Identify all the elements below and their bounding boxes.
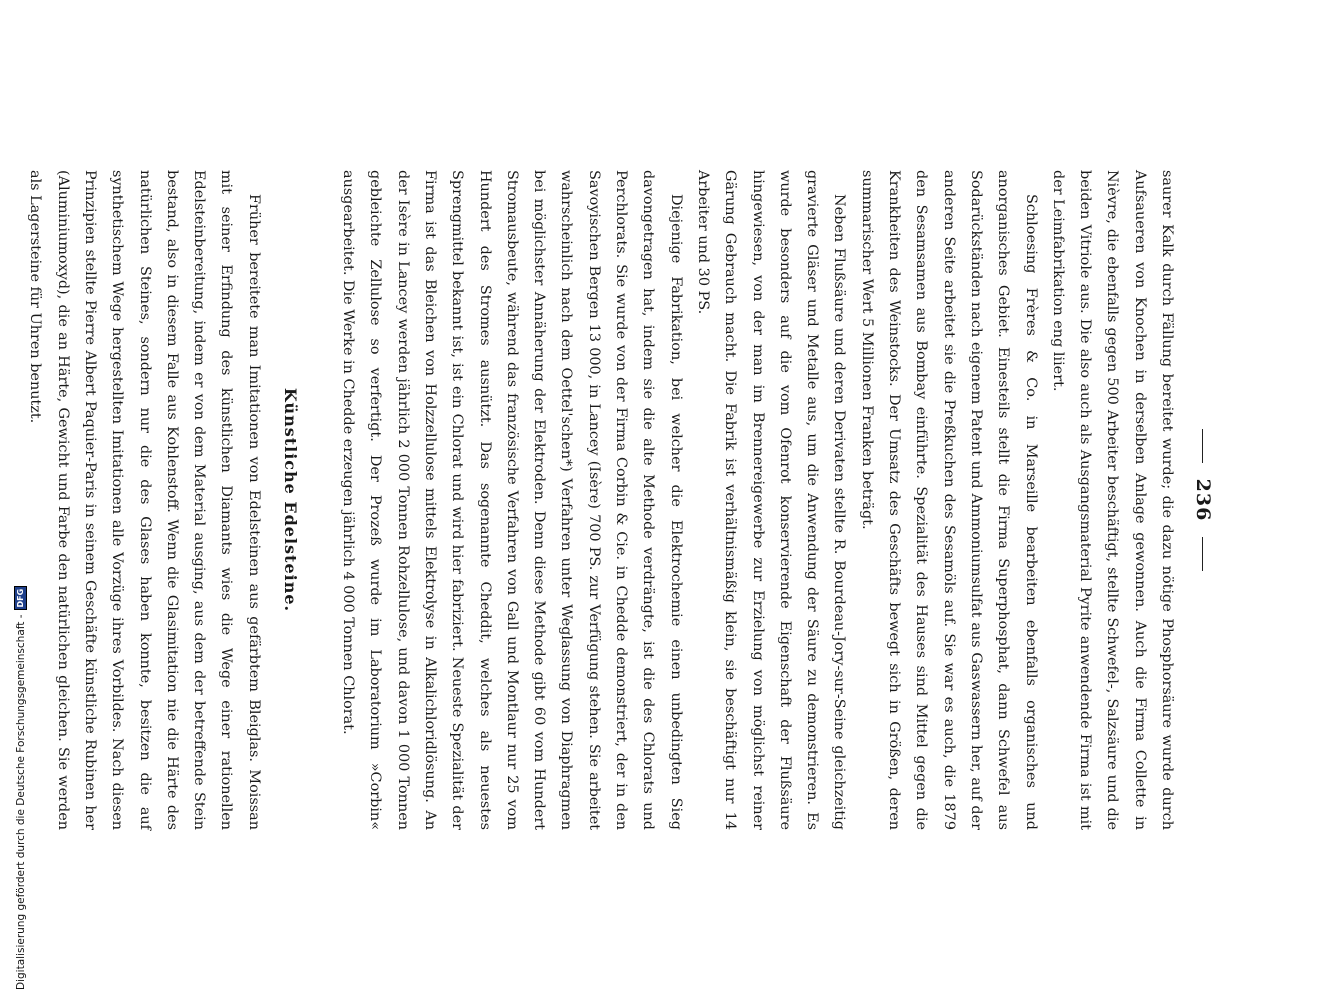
header-rule-right bbox=[1203, 537, 1204, 571]
header-rule-left bbox=[1203, 429, 1204, 463]
page-header bbox=[1180, 170, 1226, 830]
credit-text: Digitalisierung gefördert durch die Deutsche Forschungsgemeinschaft - bbox=[14, 614, 27, 990]
paragraph-continuation: saurer Kalk durch Fällung bereitet wurde; die dazu nötige Phosphorsäure wurde durch Aufsaueren von Knochen in derselben Anlage gewonnen. Auch die Firma Collette in Nièvre, die ebenfalls gegen 500 Arbeiter beschäftigt, stellte Schwefel-, Salzsäure und die beiden Vitriole aus. Die also auch als Ausgangsmaterial Pyrite anwendende Firma ist mit der Leimfabrikation eng liiert. bbox=[1049, 170, 1175, 830]
dfg-logo: DFG bbox=[14, 586, 27, 611]
page-number: 236 bbox=[1192, 478, 1214, 522]
paragraph-bourdeau: Neben Flußsäure und deren Derivaten stellte R. Bourdeau-Jory-sur-Seine gleichzeitig gravierte Gläser und Metalle aus, um die Anwendung der Säure zu demonstrieren. Es wurde besonders auf die vom Ofenrot konservierende Eigenschaft der Flußsäure hingewiesen, von der man im Brennereigewerbe zur Erzielung von möglichst reiner Gärung Gebrauch macht. Die Fabrik ist verhältnismäßig klein, sie beschäftigt nur 14 Arbeiter und 30 PS. bbox=[694, 170, 848, 830]
paragraph-corbin: Diejenige Fabrikation, bei welcher die Elektrochemie einen unbedingten Sieg davongetragen hat, indem sie die alte Methode verdrängte, ist die des Chlorats und Perchlorats. Sie wurde von der Firma Corbin & Cie. in Chedde demonstriert, der in den Savoyischen Bergen 13 000, in Lancey (Isère) 700 PS. zur Verfügung stehen. Sie arbeitet wahrscheinlich nach dem Oettel'schen*) Verfahren unter Weglassung von Diaphragmen bei möglichster Annäherung der Elektroden. Denn diese Methode gibt 60 vom Hundert Stromausbeute, während das französische Verfahren von Gall und Montlaur nur 25 vom Hundert des Stromes ausnützt. Das sogenannte Cheddit, welches als neuestes Sprengmittel bekannt ist, ist ein Chlorat und wird hier fabriziert. Neueste Spezialität der Firma ist das Bleichen von Holzzellulose mittels Elektrolyse in Alkalichloridlösung. An der Isère in Lancey werden jährlich 2 000 Tonnen Rohzellulose, und davon 1 000 Tonnen gebleichte Zellulose so verfertigt. Der Prozeß wurde im Laboratorium »Corbin« ausgearbeitet. Die Werke in Chedde erzeugen jährlich 4 000 Tonnen Chlorat. bbox=[340, 170, 684, 830]
paragraph-schloesing: Schloesing Frères & Co. in Marseille bearbeiten ebenfalls organisches und anorganisches Gebiet. Einesteils stellt die Firma Superphosphat, dann Schwefel aus Sodarückständen nach eigenem Patent und Ammoniumsulfat aus Gaswassern her, auf der anderen Seite arbeitet sie die Preßkuchen des Sesamöls auf. Sie war es auch, die 1879 den Sesamsamen aus Bombay einführte. Spezialität des Hauses sind Mittel gegen die Krankheiten des Weinstocks. Der Umsatz des Geschäfts bewegt sich in Größen, deren summarischer Wert 5 Millionen Franken beträgt. bbox=[858, 170, 1039, 830]
paragraph-gemstones: Früher bereitete man Imitationen von Edelsteinen aus gefärbtem Bleiglas. Moissan mit seiner Erfindung des künstlichen Diamants wies die Wege einer rationellen Edelsteinbereitung, indem er von dem Material ausging, aus dem der betreffende Stein bestand, also in diesem Falle aus Kohlenstoff. Wenn die Glasimitation nie die Härte des natürlichen Steines, sondern nur die des Glases haben konnte, besitzen die auf synthetischem Wege hergestellten Imitationen alle Vorzüge ihres Vorbildes. Nach diesen Prinzipien stellte Pierre Albert Paquier-Paris in seinem Geschäfte künstliche Rubinen her (Aluminiumoxyd), die an Härte, Gewicht und Farbe den natürlichen gleichen. Sie werden als Lagersteine für Uhren benutzt. bbox=[27, 170, 262, 830]
section-title: Künstliche Edelsteine. bbox=[280, 387, 300, 613]
scanned-page bbox=[27, 170, 1226, 830]
